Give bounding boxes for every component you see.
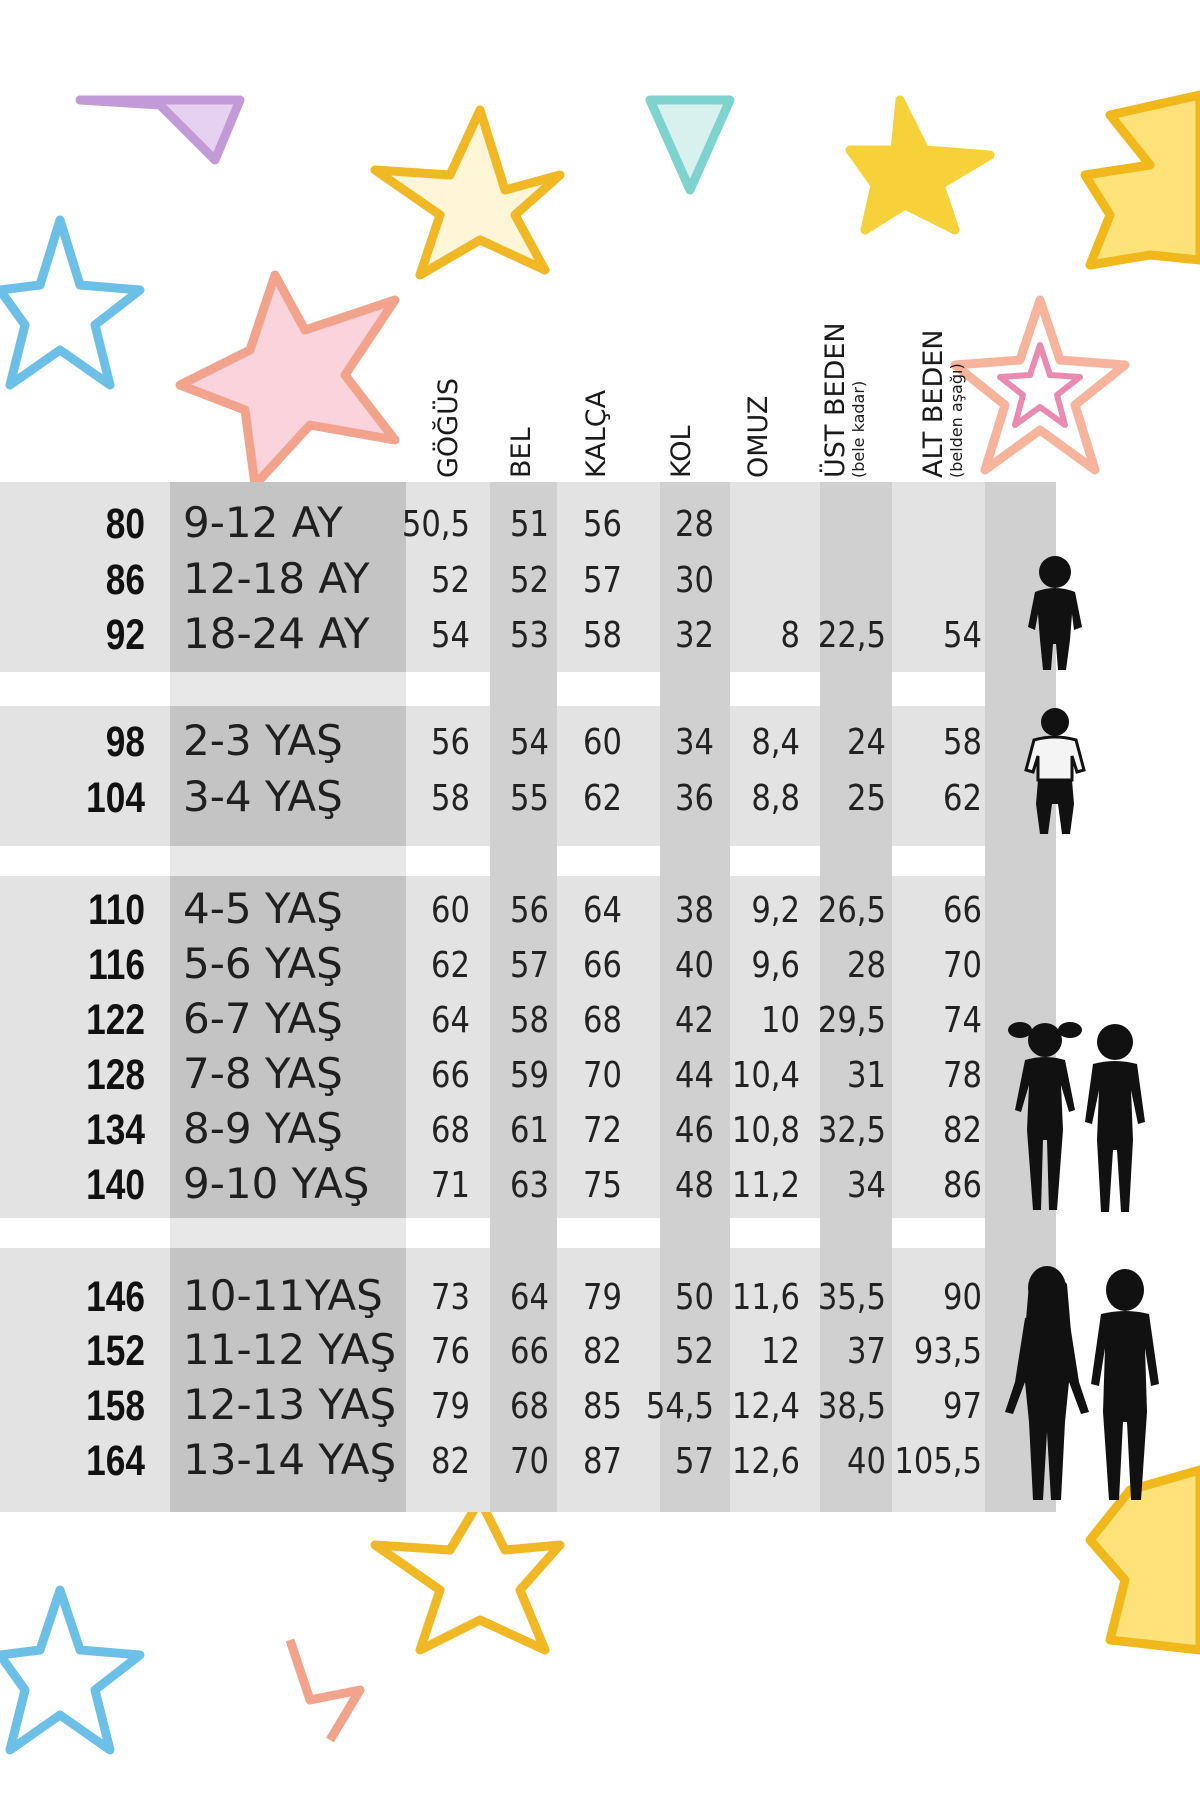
cell-alt-beden: 74	[943, 1000, 982, 1041]
cell-gogus: 50,5	[401, 504, 470, 545]
size-label: 92	[105, 611, 145, 659]
size-label: 116	[88, 941, 145, 989]
cell-gogus: 62	[431, 945, 470, 986]
header-bel: BEL	[506, 427, 537, 478]
purple-star-icon	[80, 100, 240, 160]
cell-gogus: 64	[431, 1000, 470, 1041]
cell-kol: 54,5	[645, 1386, 714, 1427]
teal-star-icon	[650, 100, 730, 190]
age-column-gap	[170, 846, 406, 876]
cell-kol: 44	[675, 1055, 714, 1096]
cell-bel: 61	[510, 1110, 549, 1151]
header-kol: KOL	[666, 425, 697, 478]
teen-girl-boy-silhouette-icon	[995, 1262, 1170, 1502]
cell-gogus: 54	[431, 615, 470, 656]
cell-ust-beden: 31	[847, 1055, 886, 1096]
cell-kalca: 66	[583, 945, 622, 986]
age-label: 7-8 YAŞ	[183, 1049, 343, 1098]
age-column-gap	[170, 1218, 406, 1248]
size-label: 152	[86, 1327, 145, 1375]
size-label: 140	[86, 1161, 145, 1209]
cell-kalca: 58	[583, 615, 622, 656]
cell-bel: 70	[510, 1441, 549, 1482]
cell-omuz: 11,6	[731, 1277, 800, 1318]
cell-gogus: 76	[431, 1331, 470, 1372]
size-label: 164	[86, 1437, 145, 1485]
cell-kol: 50	[675, 1277, 714, 1318]
age-label: 8-9 YAŞ	[183, 1104, 343, 1153]
cell-bel: 58	[510, 1000, 549, 1041]
cell-bel: 53	[510, 615, 549, 656]
age-label: 11-12 YAŞ	[183, 1325, 397, 1374]
cell-kalca: 64	[583, 890, 622, 931]
cell-ust-beden: 29,5	[817, 1000, 886, 1041]
size-label: 86	[105, 556, 145, 604]
cell-bel: 56	[510, 890, 549, 931]
cell-bel: 52	[510, 560, 549, 601]
pink-star-icon	[290, 1640, 360, 1740]
size-label: 98	[105, 718, 145, 766]
cell-omuz: 12,6	[731, 1441, 800, 1482]
small-child-silhouette-icon	[1020, 704, 1090, 838]
size-label: 110	[88, 886, 145, 934]
cell-omuz: 8,8	[751, 778, 800, 819]
cell-ust-beden: 32,5	[817, 1110, 886, 1151]
cell-alt-beden: 62	[943, 778, 982, 819]
cell-kol: 30	[675, 560, 714, 601]
cell-omuz: 8,4	[751, 722, 800, 763]
cell-kol: 48	[675, 1165, 714, 1206]
header-alt-beden: ALT BEDEN (belden aşağı)	[918, 329, 966, 478]
header-ust-beden: ÜST BEDEN (bele kadar)	[820, 322, 868, 478]
cell-bel: 59	[510, 1055, 549, 1096]
header-gogus: GÖĞÜS	[433, 378, 464, 478]
cell-alt-beden: 70	[943, 945, 982, 986]
cell-kalca: 62	[583, 778, 622, 819]
cell-omuz: 8	[780, 615, 800, 656]
age-label: 5-6 YAŞ	[183, 939, 343, 988]
cell-alt-beden: 82	[943, 1110, 982, 1151]
cell-gogus: 56	[431, 722, 470, 763]
cell-ust-beden: 34	[847, 1165, 886, 1206]
cell-kol: 32	[675, 615, 714, 656]
cell-kol: 57	[675, 1441, 714, 1482]
age-label: 12-13 YAŞ	[183, 1380, 397, 1429]
header-omuz: OMUZ	[743, 395, 774, 478]
cell-alt-beden: 105,5	[894, 1441, 982, 1482]
cell-alt-beden: 90	[943, 1277, 982, 1318]
cell-kol: 42	[675, 1000, 714, 1041]
cell-ust-beden: 28	[847, 945, 886, 986]
toddler-silhouette-icon	[1020, 552, 1090, 672]
age-column-gap	[170, 672, 406, 706]
cell-gogus: 73	[431, 1277, 470, 1318]
cell-ust-beden: 25	[847, 778, 886, 819]
cell-bel: 66	[510, 1331, 549, 1372]
girl-boy-silhouette-icon	[995, 1010, 1165, 1215]
cell-gogus: 79	[431, 1386, 470, 1427]
cell-kalca: 68	[583, 1000, 622, 1041]
cell-omuz: 9,6	[751, 945, 800, 986]
cell-kol: 36	[675, 778, 714, 819]
cell-kol: 38	[675, 890, 714, 931]
cell-ust-beden: 37	[847, 1331, 886, 1372]
cell-omuz: 12	[761, 1331, 800, 1372]
age-label: 3-4 YAŞ	[183, 772, 343, 821]
cell-ust-beden: 35,5	[817, 1277, 886, 1318]
cell-kalca: 60	[583, 722, 622, 763]
cell-kalca: 57	[583, 560, 622, 601]
cell-kalca: 87	[583, 1441, 622, 1482]
cell-ust-beden: 24	[847, 722, 886, 763]
cell-gogus: 82	[431, 1441, 470, 1482]
cell-alt-beden: 78	[943, 1055, 982, 1096]
cell-bel: 64	[510, 1277, 549, 1318]
cell-bel: 68	[510, 1386, 549, 1427]
age-label: 2-3 YAŞ	[183, 716, 343, 765]
cell-ust-beden: 40	[847, 1441, 886, 1482]
cell-ust-beden: 26,5	[817, 890, 886, 931]
cell-gogus: 66	[431, 1055, 470, 1096]
age-label: 12-18 AY	[183, 554, 370, 603]
age-label: 13-14 YAŞ	[183, 1435, 397, 1484]
cell-gogus: 71	[431, 1165, 470, 1206]
cell-gogus: 58	[431, 778, 470, 819]
age-label: 9-10 YAŞ	[183, 1159, 370, 1208]
cell-kol: 28	[675, 504, 714, 545]
yellow-star-icon	[375, 1500, 560, 1650]
cell-alt-beden: 93,5	[913, 1331, 982, 1372]
size-label: 104	[86, 774, 145, 822]
cell-ust-beden: 38,5	[817, 1386, 886, 1427]
cell-alt-beden: 66	[943, 890, 982, 931]
age-label: 10-11YAŞ	[183, 1271, 383, 1320]
age-label: 6-7 YAŞ	[183, 994, 343, 1043]
cell-alt-beden: 54	[943, 615, 982, 656]
header-kalca: KALÇA	[581, 389, 612, 478]
size-label: 134	[86, 1106, 145, 1154]
cell-kol: 46	[675, 1110, 714, 1151]
cell-omuz: 9,2	[751, 890, 800, 931]
cell-bel: 63	[510, 1165, 549, 1206]
cell-bel: 57	[510, 945, 549, 986]
cell-omuz: 10,4	[731, 1055, 800, 1096]
cell-omuz: 10	[761, 1000, 800, 1041]
cell-kol: 34	[675, 722, 714, 763]
size-label: 146	[86, 1273, 145, 1321]
cell-bel: 54	[510, 722, 549, 763]
size-label: 158	[86, 1382, 145, 1430]
cell-kalca: 82	[583, 1331, 622, 1372]
pink-star-icon	[180, 275, 395, 485]
cell-kol: 52	[675, 1331, 714, 1372]
cell-omuz: 12,4	[731, 1386, 800, 1427]
cell-omuz: 11,2	[731, 1165, 800, 1206]
cell-ust-beden: 22,5	[817, 615, 886, 656]
cell-kalca: 79	[583, 1277, 622, 1318]
yellow-star-icon	[375, 110, 560, 275]
cell-kol: 40	[675, 945, 714, 986]
size-label: 80	[105, 500, 145, 548]
age-label: 4-5 YAŞ	[183, 884, 343, 933]
cell-kalca: 70	[583, 1055, 622, 1096]
cell-kalca: 75	[583, 1165, 622, 1206]
size-label: 128	[86, 1051, 145, 1099]
cell-gogus: 52	[431, 560, 470, 601]
cell-kalca: 56	[583, 504, 622, 545]
cell-bel: 55	[510, 778, 549, 819]
cell-alt-beden: 58	[943, 722, 982, 763]
cell-gogus: 60	[431, 890, 470, 931]
cell-bel: 51	[510, 504, 549, 545]
blue-star-icon	[0, 1590, 140, 1750]
blue-star-icon	[0, 220, 140, 385]
age-label: 9-12 AY	[183, 498, 343, 547]
cell-kalca: 72	[583, 1110, 622, 1151]
cell-omuz: 10,8	[731, 1110, 800, 1151]
cell-gogus: 68	[431, 1110, 470, 1151]
cell-alt-beden: 97	[943, 1386, 982, 1427]
yellow-star-icon	[1085, 95, 1200, 265]
age-label: 18-24 AY	[183, 609, 370, 658]
size-label: 122	[86, 996, 145, 1044]
cell-kalca: 85	[583, 1386, 622, 1427]
cell-alt-beden: 86	[943, 1165, 982, 1206]
yellow-star-icon	[850, 100, 990, 230]
